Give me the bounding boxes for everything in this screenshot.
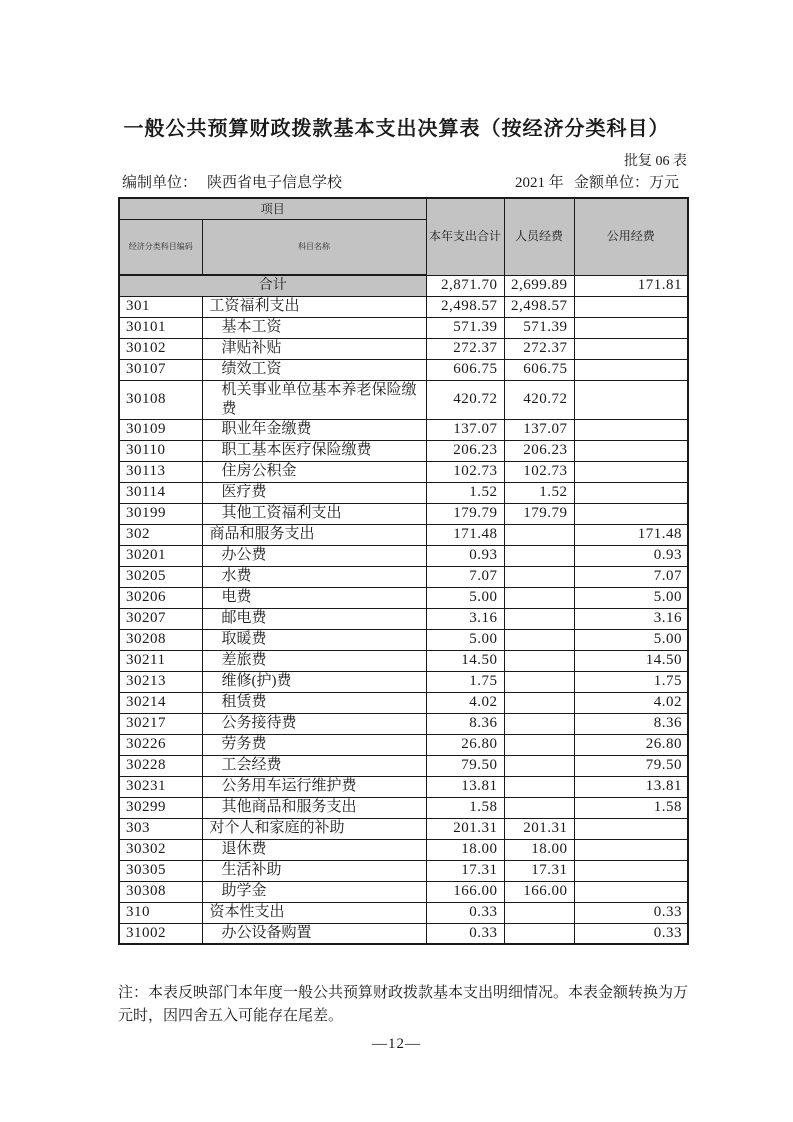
row-personnel: 571.39 — [504, 317, 574, 338]
row-name: 公务接待费 — [202, 713, 426, 734]
page-title: 一般公共预算财政拨款基本支出决算表（按经济分类科目） — [123, 118, 670, 140]
table-row — [119, 776, 688, 797]
row-name: 维修(护)费 — [202, 671, 426, 692]
table-row — [119, 296, 688, 317]
row-code: 310 — [119, 902, 202, 923]
row-public — [574, 380, 688, 419]
row-public — [574, 440, 688, 461]
row-code: 30211 — [119, 650, 202, 671]
row-public: 5.00 — [574, 629, 688, 650]
table-row — [119, 713, 688, 734]
header-total-column: 本年支出合计 — [426, 198, 504, 275]
table-row — [119, 317, 688, 338]
row-total: 14.50 — [426, 650, 504, 671]
row-public: 79.50 — [574, 755, 688, 776]
row-code: 30108 — [119, 380, 202, 419]
row-name: 津贴补贴 — [202, 338, 426, 359]
row-public — [574, 839, 688, 860]
row-code: 30206 — [119, 587, 202, 608]
table-row — [119, 587, 688, 608]
row-name: 职工基本医疗保险缴费 — [202, 440, 426, 461]
row-personnel — [504, 629, 574, 650]
row-public: 1.58 — [574, 797, 688, 818]
row-code: 302 — [119, 524, 202, 545]
row-public: 3.16 — [574, 608, 688, 629]
table-row — [119, 881, 688, 902]
row-total: 7.07 — [426, 566, 504, 587]
total-row-label: 合计 — [119, 275, 426, 296]
row-total: 2,498.57 — [426, 296, 504, 317]
row-public — [574, 359, 688, 380]
row-personnel: 18.00 — [504, 839, 574, 860]
row-public — [574, 338, 688, 359]
row-code: 30113 — [119, 461, 202, 482]
table-row — [119, 338, 688, 359]
row-name: 其他商品和服务支出 — [202, 797, 426, 818]
row-total: 8.36 — [426, 713, 504, 734]
row-personnel: 2,498.57 — [504, 296, 574, 317]
row-name: 邮电费 — [202, 608, 426, 629]
row-total: 1.52 — [426, 482, 504, 503]
total-row-public: 171.81 — [574, 275, 688, 296]
row-personnel: 272.37 — [504, 338, 574, 359]
row-public: 0.33 — [574, 902, 688, 923]
row-public: 0.93 — [574, 545, 688, 566]
row-total: 137.07 — [426, 419, 504, 440]
row-name: 机关事业单位基本养老保险缴费 — [202, 380, 426, 419]
row-public: 13.81 — [574, 776, 688, 797]
row-personnel — [504, 797, 574, 818]
row-personnel: 166.00 — [504, 881, 574, 902]
row-public: 14.50 — [574, 650, 688, 671]
row-public: 5.00 — [574, 587, 688, 608]
row-name: 职业年金缴费 — [202, 419, 426, 440]
row-total: 420.72 — [426, 380, 504, 419]
budget-table — [118, 197, 689, 945]
row-name: 对个人和家庭的补助 — [202, 818, 426, 839]
row-personnel: 179.79 — [504, 503, 574, 524]
row-code: 30114 — [119, 482, 202, 503]
total-row-personnel: 2,699.89 — [504, 275, 574, 296]
row-personnel: 137.07 — [504, 419, 574, 440]
row-total: 1.75 — [426, 671, 504, 692]
row-code: 30109 — [119, 419, 202, 440]
row-code: 30107 — [119, 359, 202, 380]
table-row — [119, 671, 688, 692]
row-personnel — [504, 671, 574, 692]
row-name: 退休费 — [202, 839, 426, 860]
form-number-label: 批复 06 表 — [624, 154, 687, 169]
row-personnel: 606.75 — [504, 359, 574, 380]
table-total-row — [119, 275, 688, 296]
row-name: 生活补助 — [202, 860, 426, 881]
budget-table-wrap — [118, 197, 689, 945]
row-code: 30213 — [119, 671, 202, 692]
row-code: 30214 — [119, 692, 202, 713]
row-public — [574, 503, 688, 524]
row-code: 30231 — [119, 776, 202, 797]
row-personnel — [504, 587, 574, 608]
row-total: 5.00 — [426, 629, 504, 650]
row-total: 606.75 — [426, 359, 504, 380]
row-name: 工资福利支出 — [202, 296, 426, 317]
row-code: 30101 — [119, 317, 202, 338]
row-name: 劳务费 — [202, 734, 426, 755]
amount-unit-label: 金额单位：万元 — [573, 175, 679, 191]
row-name: 住房公积金 — [202, 461, 426, 482]
row-code: 30302 — [119, 839, 202, 860]
row-code: 30217 — [119, 713, 202, 734]
header-personnel-column: 人员经费 — [504, 198, 574, 275]
row-personnel: 201.31 — [504, 818, 574, 839]
table-row — [119, 860, 688, 881]
row-total: 0.33 — [426, 923, 504, 944]
table-meta-row — [118, 171, 687, 191]
row-code: 30199 — [119, 503, 202, 524]
row-name: 水费 — [202, 566, 426, 587]
row-total: 18.00 — [426, 839, 504, 860]
row-total: 206.23 — [426, 440, 504, 461]
table-row — [119, 461, 688, 482]
row-name: 医疗费 — [202, 482, 426, 503]
row-personnel — [504, 734, 574, 755]
row-total: 79.50 — [426, 755, 504, 776]
row-total: 171.48 — [426, 524, 504, 545]
row-name: 办公费 — [202, 545, 426, 566]
row-code: 31002 — [119, 923, 202, 944]
footnote-text: 注：本表反映部门本年度一般公共预算财政拨款基本支出明细情况。本表金额转换为万元时，因四舍五入可能存在尾差。 — [118, 985, 689, 1024]
row-personnel — [504, 692, 574, 713]
row-personnel: 1.52 — [504, 482, 574, 503]
row-name: 电费 — [202, 587, 426, 608]
table-row — [119, 923, 688, 944]
table-row — [119, 566, 688, 587]
row-total: 13.81 — [426, 776, 504, 797]
row-total: 3.16 — [426, 608, 504, 629]
row-total: 102.73 — [426, 461, 504, 482]
row-total: 571.39 — [426, 317, 504, 338]
table-row — [119, 902, 688, 923]
row-public: 171.48 — [574, 524, 688, 545]
row-code: 30308 — [119, 881, 202, 902]
row-personnel — [504, 902, 574, 923]
row-personnel — [504, 545, 574, 566]
row-public — [574, 881, 688, 902]
table-row — [119, 692, 688, 713]
row-total: 201.31 — [426, 818, 504, 839]
row-code: 301 — [119, 296, 202, 317]
row-personnel — [504, 608, 574, 629]
row-total: 5.00 — [426, 587, 504, 608]
row-personnel: 206.23 — [504, 440, 574, 461]
row-name: 助学金 — [202, 881, 426, 902]
row-name: 办公设备购置 — [202, 923, 426, 944]
row-code: 30305 — [119, 860, 202, 881]
row-public: 0.33 — [574, 923, 688, 944]
row-public — [574, 818, 688, 839]
row-personnel — [504, 650, 574, 671]
row-code: 30205 — [119, 566, 202, 587]
row-personnel — [504, 566, 574, 587]
table-row — [119, 359, 688, 380]
table-row — [119, 545, 688, 566]
prepared-by-value: 陕西省电子信息学校 — [207, 175, 343, 191]
row-total: 0.93 — [426, 545, 504, 566]
row-public — [574, 461, 688, 482]
row-personnel: 102.73 — [504, 461, 574, 482]
row-name: 资本性支出 — [202, 902, 426, 923]
row-total: 26.80 — [426, 734, 504, 755]
row-public — [574, 482, 688, 503]
row-code: 30201 — [119, 545, 202, 566]
table-row — [119, 839, 688, 860]
row-total: 1.58 — [426, 797, 504, 818]
row-total: 166.00 — [426, 881, 504, 902]
row-public — [574, 296, 688, 317]
row-total: 272.37 — [426, 338, 504, 359]
row-name: 基本工资 — [202, 317, 426, 338]
row-personnel: 420.72 — [504, 380, 574, 419]
table-row — [119, 734, 688, 755]
row-name: 公务用车运行维护费 — [202, 776, 426, 797]
total-row-total: 2,871.70 — [426, 275, 504, 296]
prepared-by-label: 编制单位： — [122, 175, 198, 191]
row-public — [574, 419, 688, 440]
row-name: 取暖费 — [202, 629, 426, 650]
row-name: 绩效工资 — [202, 359, 426, 380]
row-total: 0.33 — [426, 902, 504, 923]
row-code: 30207 — [119, 608, 202, 629]
table-row — [119, 380, 688, 419]
table-row — [119, 503, 688, 524]
row-code: 30299 — [119, 797, 202, 818]
table-row — [119, 608, 688, 629]
row-name: 其他工资福利支出 — [202, 503, 426, 524]
table-row — [119, 818, 688, 839]
row-public: 26.80 — [574, 734, 688, 755]
row-personnel: 17.31 — [504, 860, 574, 881]
row-personnel — [504, 923, 574, 944]
header-name-column: 科目名称 — [202, 219, 426, 275]
row-public: 1.75 — [574, 671, 688, 692]
row-public — [574, 860, 688, 881]
row-total: 179.79 — [426, 503, 504, 524]
row-personnel — [504, 776, 574, 797]
row-code: 30102 — [119, 338, 202, 359]
header-public-column: 公用经费 — [574, 198, 688, 275]
row-public: 7.07 — [574, 566, 688, 587]
row-public — [574, 317, 688, 338]
table-row — [119, 629, 688, 650]
row-code: 30226 — [119, 734, 202, 755]
table-row — [119, 797, 688, 818]
row-name: 商品和服务支出 — [202, 524, 426, 545]
header-code-column: 经济分类科目编码 — [119, 219, 202, 275]
row-name: 差旅费 — [202, 650, 426, 671]
row-personnel — [504, 524, 574, 545]
row-name: 工会经费 — [202, 755, 426, 776]
page-number: —12— — [372, 1036, 421, 1052]
table-row — [119, 419, 688, 440]
row-code: 30110 — [119, 440, 202, 461]
row-code: 30228 — [119, 755, 202, 776]
row-total: 4.02 — [426, 692, 504, 713]
table-row — [119, 524, 688, 545]
table-row — [119, 440, 688, 461]
row-total: 17.31 — [426, 860, 504, 881]
table-row — [119, 482, 688, 503]
row-personnel — [504, 713, 574, 734]
year-label: 2021 年 — [515, 175, 564, 191]
header-project-group: 项目 — [119, 198, 426, 219]
table-row — [119, 755, 688, 776]
row-code: 303 — [119, 818, 202, 839]
row-personnel — [504, 755, 574, 776]
row-public: 4.02 — [574, 692, 688, 713]
table-row — [119, 650, 688, 671]
row-name: 租赁费 — [202, 692, 426, 713]
row-code: 30208 — [119, 629, 202, 650]
row-public: 8.36 — [574, 713, 688, 734]
